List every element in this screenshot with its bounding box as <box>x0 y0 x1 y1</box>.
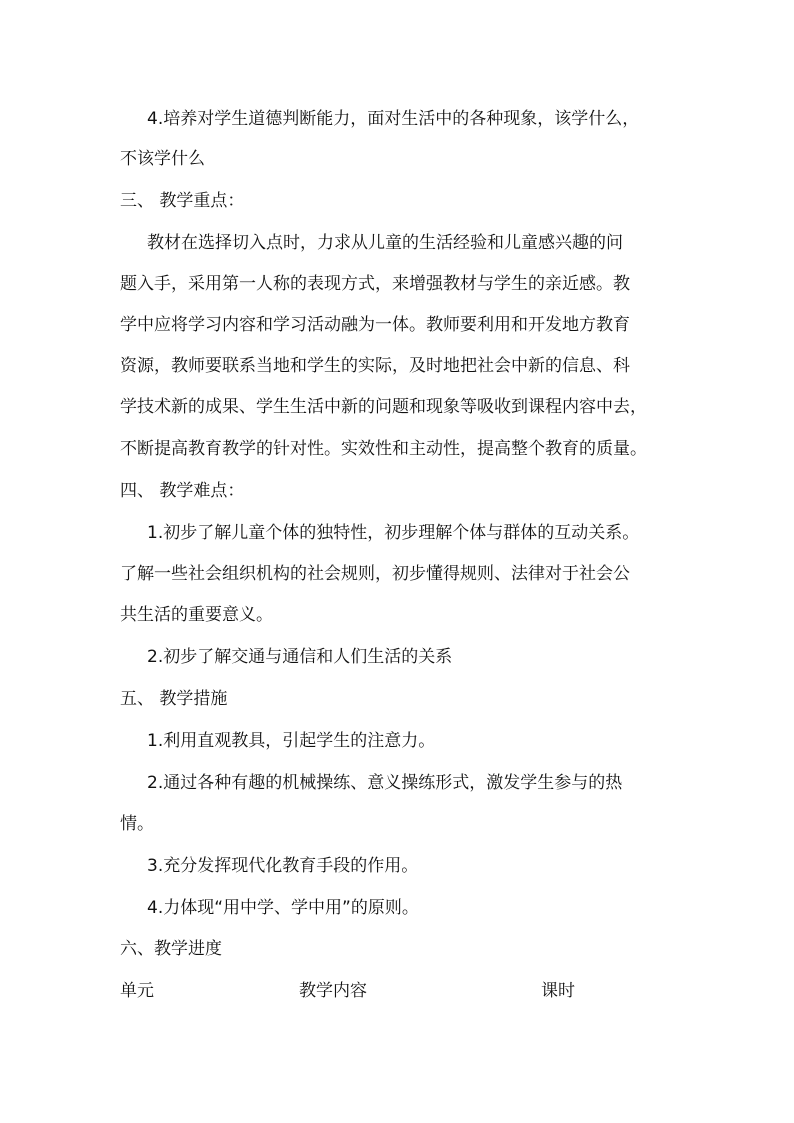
section3-body-line4: 资源，教师要联系当地和学生的实际，及时地把社会中新的信息、科 <box>120 356 630 376</box>
column-header-content: 教学内容 <box>299 981 367 1001</box>
section3-body-line6: 不断提高教育教学的针对性。实效性和主动性，提高整个教育的质量。 <box>120 439 647 459</box>
section4-item1-line1: 1.初步了解儿童个体的独特性，初步理解个体与群体的互动关系。 <box>147 523 640 543</box>
section5-item1: 1.利用直观教具，引起学生的注意力。 <box>147 731 436 751</box>
section5-item2-line2: 情。 <box>120 814 154 834</box>
section5-item2-line1: 2.通过各种有趣的机械操练、意义操练形式，激发学生参与的热 <box>147 773 623 793</box>
column-header-hours: 课时 <box>541 981 575 1001</box>
section6-heading: 六、教学进度 <box>120 939 222 959</box>
section3-heading: 三、 教学重点： <box>120 191 245 211</box>
section5-item4: 4.力体现“用中学、学中用”的原则。 <box>147 898 419 918</box>
section3-body-line3: 学中应将学习内容和学习活动融为一体。教师要利用和开发地方教育 <box>120 315 630 335</box>
section4-heading: 四、 教学难点： <box>120 481 245 501</box>
section5-item3: 3.充分发挥现代化教育手段的作用。 <box>147 856 419 876</box>
section3-body-line2: 题入手，采用第一人称的表现方式，来增强教材与学生的亲近感。教 <box>120 274 630 294</box>
section4-item2: 2.初步了解交通与通信和人们生活的关系 <box>147 647 453 667</box>
item4-line1: 4.培养对学生道德判断能力，面对生活中的各种现象，该学什么， <box>147 109 640 129</box>
section3-body-line5: 学技术新的成果、学生生活中新的问题和现象等吸收到课程内容中去， <box>120 397 647 417</box>
column-header-unit: 单元 <box>120 981 154 1001</box>
section3-body-line1: 教材在选择切入点时，力求从儿童的生活经验和儿童感兴趣的问 <box>147 233 623 253</box>
section5-heading: 五、 教学措施 <box>120 689 228 709</box>
item4-line2: 不该学什么 <box>120 149 205 169</box>
section4-item1-line3: 共生活的重要意义。 <box>120 605 273 625</box>
section4-item1-line2: 了解一些社会组织机构的社会规则，初步懂得规则、法律对于社会公 <box>120 564 630 584</box>
schedule-table-header <box>0 979 794 1003</box>
